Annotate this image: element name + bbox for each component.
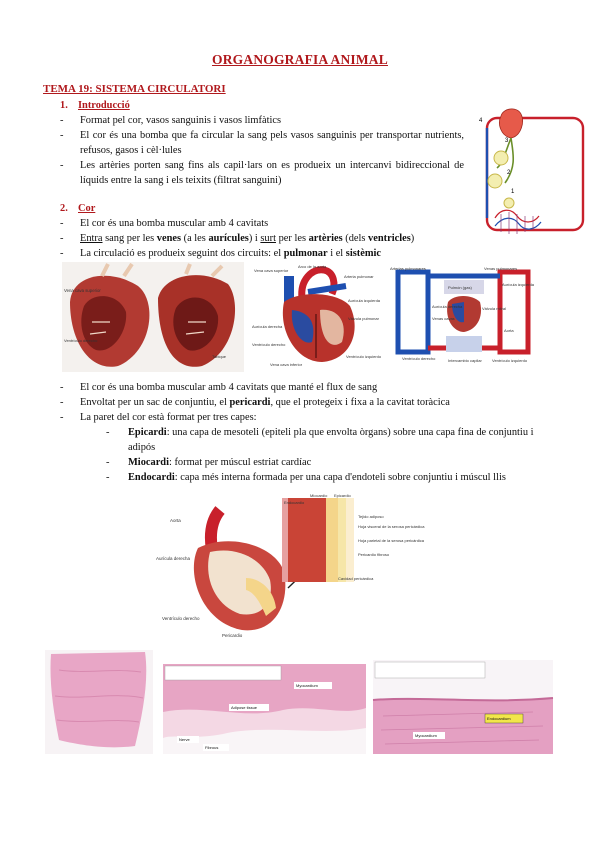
histology-image-low-mag [45,650,153,754]
section-2-bullets-a [60,216,480,261]
circuit-label: Pulmón (gas) [448,285,472,290]
epicardium-layer [326,498,338,582]
systemic-capillary-bed [446,336,482,352]
histology-image-endocardium [373,660,553,754]
section-label: Ventrículo derecho [252,342,286,347]
list-item: - Epicardi: una capa de mesoteli (epiteli pla que envolta òrgans) sobre una capa fina de conjuntiu i adipós [106,427,534,453]
heart-icon [499,109,522,138]
list-item: - La paret del cor està format per tres capes: [60,412,257,423]
circuit-label: Intercambio capilar [448,358,482,363]
list-item: - El cor és una bomba muscular amb 4 cavitats que manté el flux de sang [60,382,378,393]
pericardium-label: Tejido adiposo [358,514,384,519]
pericardium-label: Pericardio [222,633,243,638]
histology-image-epicardium [163,664,366,754]
circuit-label: Aorta [504,328,514,333]
histo-label: Myocardium [296,683,318,688]
pericardium-label: Endocardio [284,500,305,505]
pericardium-diagram [150,492,425,642]
arterial-loop [487,118,583,230]
section-label: Aurícula derecha [252,324,283,329]
pericardium-label: Hoja visceral de la serosa pericárdica [358,524,425,529]
section-1-bullets [60,113,464,188]
section-label: Aurícula izquierda [348,298,381,303]
pericardium-label: Cavidad pericárdica [338,576,374,581]
circuit-label: Válvula mitral [482,306,507,311]
histo-label: Adipose tissue [231,705,258,710]
dissection-label: Vena cava superior [64,288,101,293]
circulation-diagram [465,108,595,243]
pericardium-label: Hoja parietal de la serosa pericárdica [358,538,425,543]
histo-label: Endocardium [487,716,511,721]
topic-heading: TEMA 19: SISTEMA CIRCULATORI [43,83,226,95]
circuit-label: Ventrículo derecho [402,356,436,361]
pericardium-label: Aurícula derecha [156,556,191,561]
heart-dissection-image [62,262,244,372]
endocardium-layer [282,498,288,582]
circulation-label-4: 4 [479,118,483,124]
section-2-title: Cor [78,203,96,214]
section-label: Vena cava inferior [270,362,303,367]
circulation-label-3: 3 [505,138,509,144]
list-item: - Entra sang per les venes (a les aurícules) i surt per les artèries (dels ventricles) [60,233,415,244]
circuit-label: Venas pulmonares [484,266,518,271]
page-title: ORGANOGRAFIA ANIMAL [212,52,388,67]
list-item: - Miocardi: format per múscul estriat cardíac [106,457,312,468]
circulation-label-1: 1 [511,189,515,195]
lymph-node-icon [504,198,514,208]
list-item: - Envoltat per un sac de conjuntiu, el pericardi, que el protegeix i fixa a la cavitat toràcica [60,397,450,408]
pericardium-label: Pericardio fibroso [358,552,390,557]
pericardium-label: Aorta [170,518,181,523]
dissection-label: Ventrículo derecho [64,338,98,343]
histo-label: Myocardium [415,733,437,738]
histo-label: Nerve [179,737,190,742]
list-item: - Endocardi: capa més interna formada per una capa d'endoteli sobre conjuntiu i múscul llis [106,472,506,483]
histo-label: Fibrous [205,745,219,750]
lymph-node-icon [488,174,502,188]
pericardium-label: Miocardio [310,493,328,498]
aorta-arch [302,270,334,298]
section-2-number: 2. [60,203,68,214]
list-item: - El cor és una bomba que fa circular la sang pels vasos sanguinis per transportar nutrients, refusos, gasos i cèl·lules [60,130,464,156]
circulation-circuit-diagram [388,262,538,372]
pericardium-label: Epicardio [334,493,351,498]
heart-icon [447,296,481,332]
circuit-label: Ventrículo izquierdo [492,358,528,363]
circulation-label-2: 2 [507,170,511,176]
dissection-label: Tabique [212,354,227,359]
circuit-label: Arterias pulmonares [390,266,426,271]
section-label: Arteria pulmonar [344,274,374,279]
lymph-node-icon [494,151,508,165]
pericardium-label: Ventrículo derecho [162,616,200,621]
list-item: - Format pel cor, vasos sanguinis i vasos limfàtics [60,115,282,126]
circuit-label: Aurícula derecha [432,304,463,309]
section-1-heading [60,98,130,113]
section-label: Ventrículo izquierdo [346,354,382,359]
heart-section-diagram [250,262,380,372]
section-label: Arco de la aorta [298,264,327,269]
circuit-label: Venas cavas [432,316,455,321]
section-label: Válvula pulmonar [348,316,379,321]
section-2-bullets-b [60,380,556,485]
list-item: - La circulació es produeix seguint dos circuits: el pulmonar i el sistèmic [60,248,381,259]
list-item: - Les artèries porten sang fins als capil·lars on es produeix un intercanvi bidireccional de líquids entre la sang i els teixits (filtrat sanguini) [60,160,464,186]
section-1-number: 1. [60,100,68,111]
layers-list [60,425,556,485]
section-2-heading [60,201,95,216]
section-1-title: Introducció [78,100,130,111]
list-item: - El cor és una bomba muscular amb 4 cavitats [60,218,269,229]
circuit-label: Aurícula izquierda [502,282,535,287]
section-label: Vena cava superior [254,268,289,273]
